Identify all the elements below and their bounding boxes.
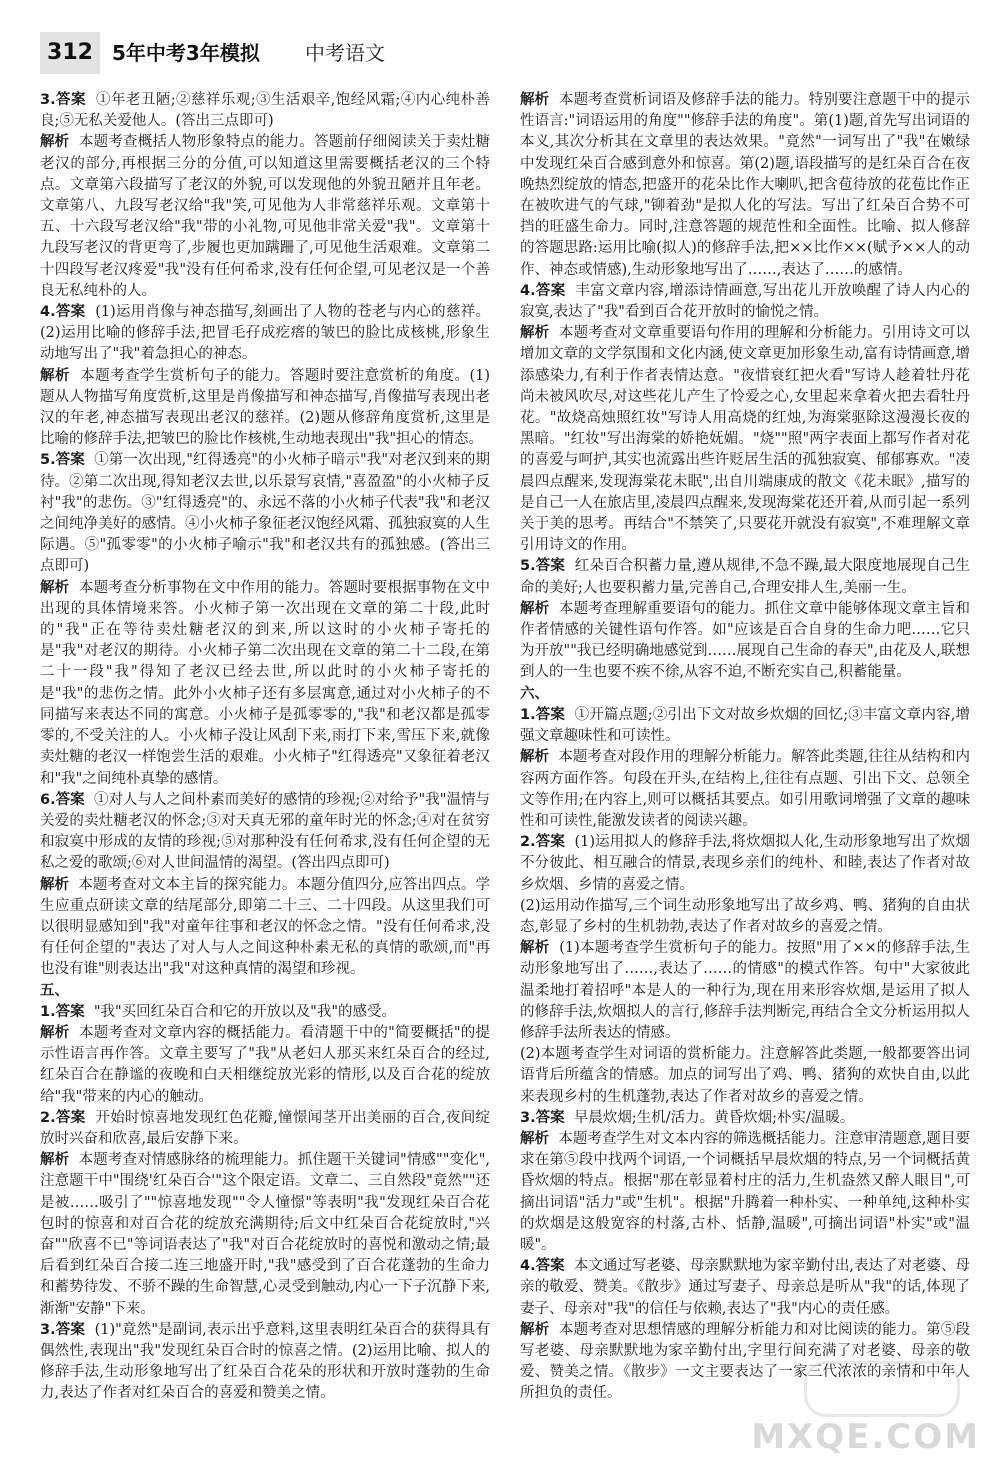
- question-number: 6.: [40, 791, 56, 808]
- question-number: 4.: [520, 1258, 536, 1275]
- analysis-label: 解析: [40, 367, 70, 384]
- analysis-label: 解析: [520, 600, 550, 617]
- analysis-text: 本题考查对思想情感的理解分析能力和对比阅读的能力。第⑤段写老婆、母亲默默地为家辛勤付出,字里行间充满了对老婆、母亲的敬爱、赞美之情。《散步》一文主要表达了一家三代浓浓的亲情和中年人所担负的责任。: [520, 1321, 971, 1402]
- answer-text: ①开篇点题;②引出下文对故乡炊烟的回忆;③丰富文章内容,增强文章趣味性和可读性。: [520, 706, 970, 745]
- analysis-label: 解析: [520, 1130, 550, 1147]
- analysis-entry: [40, 366, 490, 451]
- answer-text: ①对人与人之间朴素而美好的感情的珍视;②对给予"我"温情与关爱的卖灶糖老汉的怀念;③对天真无邪的童年时光的怀念;④对在贫穷和寂寞中形成的友情的珍视;⑤对那种没有任何希求,没有任何企望的无私之爱的歌颂;⑥对人世间温情的渴望。(答出四点即可): [40, 791, 491, 872]
- analysis-entry: [40, 132, 490, 302]
- analysis-entry: [520, 599, 970, 684]
- answer-entry: [520, 1044, 970, 1108]
- analysis-label: 解析: [520, 1321, 550, 1338]
- analysis-entry: [40, 1150, 490, 1320]
- page-number: 312: [40, 32, 100, 74]
- answer-entry: [40, 90, 490, 132]
- analysis-text: 本题考查学生对文本内容的筛选概括能力。注意审清题意,题目要求在第⑤段中找两个词语,一个词概括早晨炊烟的特点,另一个词概括黄昏炊烟的特点。根据"那在彰显着村庄的活力,生机盎然又醉人眼目",可摘出词语"活力"或"生机"。根据"升腾着一种朴实、一种单纯,这种朴实的炊烟是这般宽容的村落,古朴、恬静,温暖",可摘出词语"朴实"或"温暖"。: [520, 1130, 971, 1253]
- book-title: 5年中考3年模拟: [112, 41, 260, 65]
- answer-entry: [520, 556, 970, 598]
- answer-label: 答案: [535, 1258, 565, 1275]
- answer-text: 开始时惊喜地发现红色花瓣,憧憬闻茎开出美丽的百合,夜间绽放时兴奋和欣喜,最后安静下来。: [40, 1109, 491, 1147]
- answer-label: 答案: [535, 558, 566, 575]
- answer-text: (2)运用动作描写,三个词生动形象地写出了故乡鸡、鸭、猪狗的自由状态,彰显了乡村的生机勃勃,表达了作者对故乡的喜爱之情。: [520, 897, 970, 935]
- analysis-text: 本题考查对文章内容的概括能力。看清题干中的"简要概括"的提示性语言再作答。文章主要写了"我"从老妇人那买来红朵百合的经过,红朵百合在静谧的夜晚和白天相继绽放光彩的情形,以及百合花的绽放给"我"带来的内心的触动。: [40, 1024, 491, 1105]
- answer-text: (1)运用肖像与神态描写,刻画出了人物的苍老与内心的慈祥。(2)运用比喻的修辞手法,把冒毛孖成疙瘩的皱巴的脸比成核桃,形象生动地写出了"我"着急担心的神态。: [40, 304, 491, 363]
- question-number: 1.: [520, 706, 536, 723]
- analysis-label: 解析: [520, 749, 550, 766]
- analysis-text: 本题考查对情感脉络的梳理能力。抓住题干关键词"情感""变化",注意题干中"围绕'红朵百合'"这个限定语。文章二、三自然段"竟然""还是被……吸引了""惊喜地发现""令人憧憬"等表明"我"发现红朵百合花包时的惊喜和对百合花的绽放充满期待;后文中红朵百合花绽放时,"兴奋""欣喜不已"等词语表达了"我"对百合花绽放时的喜悦和激动之情;最后看到红朵百合接二连三地盛开时,"我"感受到了百合花蓬勃的生命力和蓄势待发、不骄不躁的生命智慧,心灵受到触动,内心一下子沉静下来,渐渐"安静"下来。: [40, 1152, 490, 1317]
- section-heading: 五、: [40, 982, 69, 999]
- answer-entry: [520, 832, 970, 896]
- answer-label: 答案: [55, 1321, 86, 1338]
- analysis-entry: [520, 1129, 970, 1256]
- analysis-label: 解析: [520, 325, 550, 342]
- answer-entry: [520, 1256, 970, 1320]
- analysis-text: 本题考查分析事物在文中作用的能力。答题时要根据事物在文中出现的具体情境来答。小火柿子第一次出现在文章的第二十段,此时的"我"正在等待卖灶糖老汉的到来,所以这时的小火柿子寄托的是"我"对老汉的期待。小火柿子第二次出现在文章的第二十二段,在第二十一段"我"得知了老汉已经去世,所以此时的小火柿子寄托的是"我"的悲伤之情。此外小火柿子还有多层寓意,通过对小火柿子的不同描写来表达不同的寓意。小火柿子是孤零零的,"我"和老汉都是孤零零的,不受关注的人。小火柿子没让风刮下来,雨打下来,雪压下来,就像卖灶糖的老汉一样饱尝生活的艰难。小火柿子"红得透亮"又象征着老汉和"我"之间纯朴真挚的感情。: [40, 579, 491, 787]
- page-header: [40, 32, 960, 88]
- answer-text: 早晨炊烟;生机/活力。黄昏炊烟;朴实/温暖。: [573, 1109, 855, 1126]
- question-number: 5.: [40, 452, 56, 469]
- analysis-label: 解析: [520, 940, 550, 957]
- question-number: 1.: [40, 1003, 56, 1020]
- answer-text: 丰富文章内容,增添诗情画意,写出花儿开放唤醒了诗人内心的寂寞,表达了"我"看到百合花开放时的愉悦之情。: [520, 282, 971, 321]
- book-subject: 中考语文: [305, 41, 385, 65]
- answer-label: 答案: [55, 1003, 85, 1020]
- answer-entry: [520, 705, 970, 747]
- answer-text: ①第一次出现,"红得透亮"的小火柿子暗示"我"对老汉到来的期待。②第二次出现,得知老汉去世,以乐景写哀情,"喜盈盈"的小火柿子反衬"我"的悲伤。③"红得透亮"的、永远不落的小火柿子代表"我"和老汉之间纯净美好的感情。④小火柿子象征老汉饱经风霜、孤独寂寞的人生际遇。⑤"孤零零"的小火柿子喻示"我"和老汉共有的孤独感。(答出三点即可): [40, 452, 491, 575]
- answer-entry: [40, 1320, 490, 1405]
- analysis-text: 本题考查理解重要语句的能力。抓住文章中能够体现文章主旨和作者情感的关键性语句作答。如"应该是百合自身的生命力吧……它只为开放""我已经明确地感觉到……展现自己生命的春天",由花及人,联想到人的一生也要不疾不徐,从容不迫,不断充实自己,积蓄能量。: [520, 600, 971, 681]
- answer-entry: [40, 302, 490, 366]
- answer-text: 本文通过写老婆、母亲默默地为家辛勤付出,表达了对老婆、母亲的敬爱、赞美。《散步》通过写妻子、母亲总是听从"我"的话,体现了妻子、母亲对"我"的信任与依赖,表达了"我"内心的责任感。: [520, 1258, 971, 1317]
- analysis-text: 本题考查概括人物形象特点的能力。答题前仔细阅读关于卖灶糖老汉的部分,再根据三分的分值,可以知道这里需要概括老汉的三个特点。文章第六段描写了老汉的外貌,可以发现他的外貌丑陋并且年老。文章第八、九段写老汉给"我"笑,可见他为人非常慈祥乐观。文章第十五、十六段写老汉给"我"带的小礼物,可见他非常关爱"我"。文章第十九段写老汉的背更弯了,步履也更加蹒跚了,可见他生活艰难。文章第二十四段写老汉疼爱"我"没有任何希求,没有任何企望,可见老汉是一个善良无私纯朴的人。: [40, 134, 491, 299]
- question-number: 3.: [520, 1109, 536, 1126]
- question-number: 5.: [520, 558, 536, 575]
- analysis-entry: [40, 875, 490, 981]
- answer-entry: [520, 281, 970, 323]
- section-heading: 六、: [520, 685, 549, 702]
- question-number: 2.: [40, 1109, 56, 1126]
- answer-entry: [40, 450, 490, 577]
- left-column: [40, 90, 490, 1405]
- answer-text: 红朵百合积蓄力量,遵从规律,不急不躁,最大限度地展现自己生命的美好;人也要积蓄力量,完善自己,合理安排人生,美丽一生。: [520, 558, 971, 596]
- answer-label: 答案: [55, 1109, 86, 1126]
- answer-text: (2)本题考查学生对词语的赏析能力。注意解答此类题,一般都要答出词语背后所蕴含的情感。加点的词写出了鸡、鸭、猪狗的欢快自由,以此来表现乡村的生机蓬勃,表达了作者对故乡的喜爱之情。: [520, 1046, 970, 1105]
- answer-text: "我"买回红朵百合和它的开放以及"我"的感受。: [93, 1003, 397, 1020]
- answer-label: 答案: [535, 834, 565, 851]
- answer-label: 答案: [55, 791, 85, 808]
- analysis-label: 解析: [40, 134, 70, 151]
- analysis-text: 本题考查对文章重要语句作用的理解和分析能力。引用诗文可以增加文章的文学氛围和文化内涵,使文章更加形象生动,富有诗情画意,增添感染力,有利于作者表情达意。"夜惜衰红把火看"写诗人趁着牡丹花尚未被风吹尽,对这些花儿产生了怜爱之心,女里起来拿着火把去看牡丹花。"故烧高烛照红妆"写诗人用高烧的红烛,为海棠驱除这漫漫长夜的黑暗。"红妆"写出海棠的娇艳妩媚。"烧""照"两字表面上都写作者对花的喜爱与呵护,其实也流露出些许贬居生活的孤独寂寞、郁郁寡欢。"凌晨四点醒来,发现海棠花未眠",出自川端康成的散文《花未眠》,描写的是自己一人在旅店里,凌晨四点醒来,发现海棠花还开着,从而引起一系列关于美的思考。再结合"不禁笑了,只要花开就没有寂寞",不难理解文章引用诗文的作用。: [520, 325, 971, 554]
- analysis-label: 解析: [40, 876, 70, 893]
- analysis-entry: [520, 747, 970, 832]
- analysis-entry: [520, 323, 970, 556]
- answer-label: 答案: [55, 452, 85, 469]
- question-number: 3.: [40, 1321, 56, 1338]
- answer-label: 答案: [535, 282, 566, 299]
- answer-entry: [40, 790, 490, 875]
- question-number: 2.: [520, 834, 536, 851]
- analysis-entry: [520, 90, 970, 281]
- right-column: [520, 90, 970, 1405]
- analysis-label: 解析: [40, 579, 70, 596]
- answer-label: 答案: [55, 304, 86, 321]
- analysis-label: 解析: [520, 92, 550, 108]
- answer-label: 答案: [55, 92, 86, 108]
- question-number: 4.: [520, 282, 536, 299]
- watermark-text: MXQE.COM: [751, 1417, 980, 1457]
- answer-text: (1)"竟然"是副词,表示出乎意料,这里表明红朵百合的获得具有偶然性,表现出"我"发现红朵百合时的惊喜之情。(2)运用比喻、拟人的修辞手法,生动形象地写出了红朵百合花朵的形状和开放时蓬勃的生命力,表达了作者对红朵百合的喜爱和赞美之情。: [40, 1321, 491, 1402]
- answer-entry: [40, 1002, 490, 1023]
- answer-label: 答案: [535, 706, 566, 723]
- analysis-entry: [40, 1023, 490, 1108]
- answer-label: 答案: [535, 1109, 565, 1126]
- analysis-text: 本题考查赏析词语及修辞手法的能力。特别要注意题干中的提示性语言:"词语运用的角度""修辞手法的角度"。第(1)题,首先写出词语的本义,其次分析其在文章里的表达效果。"竟然"一词写出了"我"在嫩绿中发现红朵百合感到意外和惊喜。第(2)题,语段描写的是红朵百合在夜晚热烈绽放的情态,把盛开的花朵比作大喇叭,把含苞待放的花苞比作正在被吹进气的气球,"铆着劲"是拟人化的写法。写出了红朵百合势不可挡的旺盛生命力。同时,注意答题的规范性和全面性。比喻、拟人修辞的答题思路:运用比喻(拟人)的修辞手法,把××比作××(赋予××人的动作、神态或情感),生动形象地写出了……,表达了……的感情。: [520, 92, 971, 278]
- answer-entry: [40, 1108, 490, 1150]
- analysis-text: 本题考查对文本主旨的探究能力。本题分值四分,应答出四点。学生应重点研读文章的结尾部分,即第二十三、二十四段。从这里我们可以很明显感知到"我"对童年往事和老汉的怀念之情。"没有任何希求,没有任何企望的"表达了对人与人之间这种朴素无私的真情的歌颂,而"再也没有谁"则表达出"我"对这种真情的渴望和珍视。: [40, 876, 491, 978]
- answer-entry: [520, 896, 970, 938]
- analysis-text: 本题考查学生赏析句子的能力。答题时要注意赏析的角度。(1)题从人物描写角度赏析,这里是肖像描写和神态描写,肖像描写表现出老汉的年老,神态描写表现出老汉的慈祥。(2)题从修辞角度赏析,这里是比喻的修辞手法,把皱巴的脸比作核桃,生动地表现出"我"担心的情态。: [40, 367, 490, 448]
- question-number: 3.: [40, 92, 56, 108]
- answer-entry: [520, 1108, 970, 1129]
- watermark-logo: [804, 1361, 960, 1417]
- question-number: 4.: [40, 304, 56, 321]
- analysis-text: 本题考查对段作用的理解分析能力。解答此类题,往往从结构和内容两方面作答。句段在开头,在结构上,往往有点题、引出下文、总领全文等作用;在内容上,则可以概括其要点。如引用歌词增强了文章的趣味性和可读性,能激发读者的阅读兴趣。: [520, 749, 971, 829]
- analysis-label: 解析: [40, 1024, 70, 1041]
- answer-text: ①年老丑陋;②慈祥乐观;③生活艰辛,饱经风霜;④内心纯朴善良;⑤无私关爱他人。(答出三点即可): [40, 92, 491, 130]
- answer-text: (1)运用拟人的修辞手法,将炊烟拟人化,生动形象地写出了炊烟不分彼此、相互融合的情景,表现乡亲们的纯朴、和睦,表达了作者对故乡炊烟、乡情的喜爱之情。: [520, 834, 971, 893]
- analysis-entry: [520, 938, 970, 1044]
- analysis-text: (1)本题考查学生赏析句子的能力。按照"用了××的修辞手法,生动形象地写出了……,表达了……的情感"的模式作答。句中"大家彼此温柔地打着招呼"本是人的一种行为,现在用来形容炊烟,是运用了拟人的修辞手法,炊烟拟人的言行,修辞手法判断完,再结合全文分析运用拟人修辞手法所表达的情感。: [520, 940, 971, 1041]
- analysis-label: 解析: [40, 1152, 70, 1169]
- analysis-entry: [40, 578, 490, 790]
